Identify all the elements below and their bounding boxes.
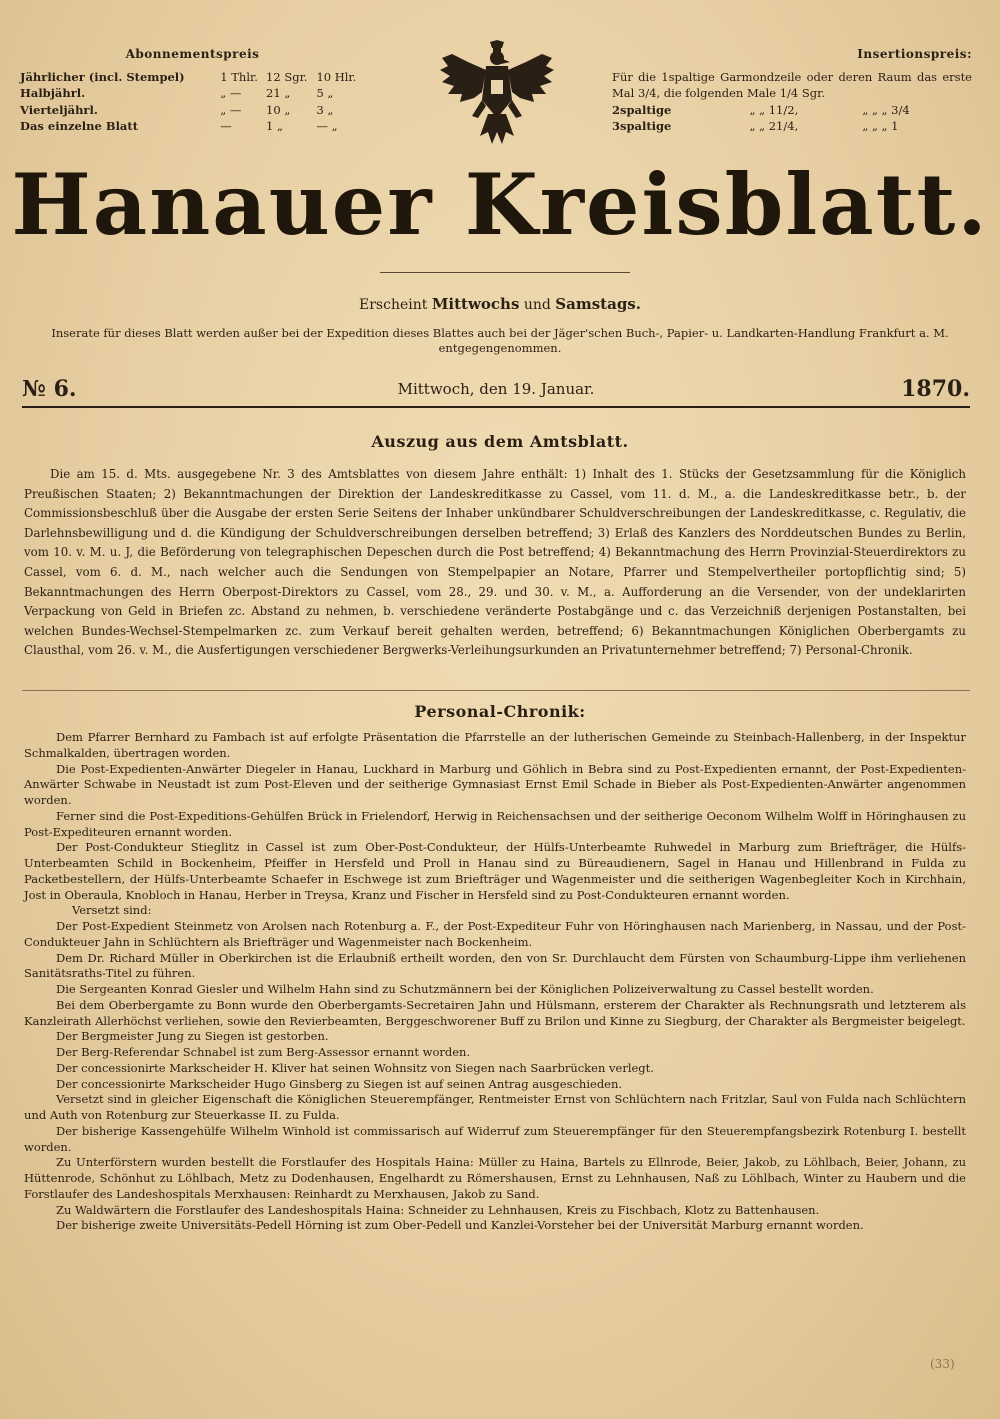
- newspaper-title: Hanauer Kreisblatt.: [11, 155, 989, 254]
- insertion-table: [612, 102, 972, 135]
- subscription-title: Abonnementspreis: [125, 47, 260, 61]
- chronik-paragraph: Der bisherige zweite Universitäts-Pedell Hörning ist zum Ober-Pedell und Kanzlei-Vorsteher bei der Universität Marburg ernannt worden.: [56, 1218, 864, 1233]
- publication-days: Erscheint Mittwochs und Samstags.: [359, 295, 641, 313]
- chronik-paragraph: Ferner sind die Post-Expeditions-Gehülfen Brück in Frielendorf, Herwig in Reichensachsen und der seitherige Oeconom Wilhelm Wolff in Höringhausen zu Post-Expediteuren ernannt worden.: [24, 808, 966, 839]
- page-number: (33): [930, 1357, 955, 1371]
- issue-year: 1870.: [901, 376, 970, 402]
- chronik-paragraph: Der concessionirte Markscheider Hugo Ginsberg zu Siegen ist auf seinen Antrag ausgeschieden.: [56, 1076, 623, 1091]
- section-divider: [22, 690, 970, 691]
- chronik-paragraph: Der Berg-Referendar Schnabel ist zum Berg-Assessor ernannt worden.: [56, 1045, 471, 1059]
- chronik-paragraph: Der Post-Expedient Steinmetz von Arolsen nach Rotenburg a. F., der Post-Expediteur Fuhr von Höringhausen nach Marienberg, in Nassau, und der Post-Condukteuer Jahn in Schlüchtern als Briefträger und Wagenmeister nach Bockenheim.: [24, 919, 966, 949]
- chronik-heading: Personal-Chronik:: [414, 702, 586, 721]
- issue-number: № 6.: [22, 376, 77, 402]
- insertion-price-box: [612, 46, 972, 135]
- subscription-row: Vierteljährl. „ — 10 „ 3 „: [20, 102, 334, 117]
- issue-dateline: [22, 372, 970, 408]
- chronik-paragraph: Bei dem Oberbergamte zu Bonn wurde den Oberbergamts-Secretairen Jahn und Hülsmann, ersterem der Charakter als Rechnungsrath und letzterem als Kanzleirath Allerhöchst verliehen, sowie den Revierbeamten, Berggeschworener Buff zu Brilon und Kinne zu Siegburg, der Charakter als Bergmeister beigelegt.: [24, 997, 966, 1028]
- prussian-eagle-icon: [438, 40, 556, 152]
- subscription-row: Das einzelne Blatt — 1 „ — „: [20, 119, 338, 133]
- chronik-paragraph: Der bisherige Kassengehülfe Wilhelm Winhold ist commissarisch auf Widerruf zum Steuerempfänger für den Steuerempfangsbezirk Rotenburg I. bestellt worden.: [24, 1123, 966, 1154]
- insertion-title: Insertionspreis:: [857, 47, 972, 61]
- auszug-heading: Auszug aus dem Amtsblatt.: [371, 432, 629, 451]
- chronik-paragraph: Zu Unterförstern wurden bestellt die Forstlaufer des Hospitals Haina: Müller zu Haina, Bartels zu Ellnrode, Beier, Jakob, zu Löhlbach, Beier, Johann, zu Hüttenrode, Schönhut zu Löhlbach, Metz zu Dodenhausen, Engelhardt zu Römershausen, Ernst zu Lehnhausen, Naß zu Löhlbach, Winter zu Haubern und die Forstlaufer des Landeshospitals Merxhausen: Reinhardt zu Merxhausen, Jakob zu Sand.: [24, 1155, 966, 1201]
- subscription-row: Jährlicher (incl. Stempel) 1 Thlr. 12 Sgr. 10 Hlr.: [20, 69, 357, 84]
- chronik-paragraph: Dem Pfarrer Bernhard zu Fambach ist auf erfolgte Präsentation die Pfarrstelle an der lutherischen Gemeinde zu Steinbach-Hallenberg, in der Inspektur Schmalkalden, übertragen worden.: [24, 730, 966, 760]
- chronik-paragraph: Die Post-Expedienten-Anwärter Diegeler in Hanau, Luckhard in Marburg und Göhlich in Bebra sind zu Post-Expedienten ernannt, der Post-Expedienten-Anwärter Schwabe in Neustadt ist zum Post-Eleven und der seitherige Gymnasiast Ernst Emil Schade in Bieber als Post-Expedienten-Anwärter angenommen worden.: [24, 761, 966, 807]
- issue-date: Mittwoch, den 19. Januar.: [397, 380, 595, 398]
- insertion-text: Für die 1spaltige Garmondzeile oder deren Raum das erste Mal 3/4, die folgenden Male 1/4 Sgr.: [612, 69, 972, 100]
- chronik-paragraph: Der Post-Condukteur Stieglitz in Cassel ist zum Ober-Post-Condukteur, der Hülfs-Unterbeamte Ruhwedel in Marburg zum Briefträger, die Hülfs-Unterbeamten Schild in Bockenheim, Pfeiffer in Hersfeld und Proll in Hanau sind zu Büreaudienern, Sagel in Hanau und Hillenbrand in Fulda zu Packetbestellern, der Hülfs-Unterbeamte Schaefer in Eschwege ist zum Briefträger und Wagenmeister und die seitherigen Wagenbegleiter Koch in Kirchhain, Jost in Oberaula, Knobloch in Hanau, Herber in Treysa, Kranz und Fischer in Hersfeld sind zu Post-Condukteuren ernannt worden.: [24, 840, 966, 902]
- chronik-paragraph: Die Sergeanten Konrad Giesler und Wilhelm Hahn sind zu Schutzmännern bei der Königlichen Polizeiverwaltung zu Cassel bestellt worden.: [56, 982, 874, 996]
- subscription-table: [20, 69, 365, 135]
- insertion-row: 3spaltige „ „ 21/4, „ „ „ 1: [612, 119, 899, 133]
- masthead-rule: [380, 272, 630, 273]
- subscription-price-box: [20, 46, 365, 135]
- chronik-paragraph: Versetzt sind in gleicher Eigenschaft die Königlichen Steuerempfänger, Rentmeister Ernst von Schlüchtern nach Fritzlar, Saul von Fulda nach Schlüchtern und Auth von Rotenburg zur Steuerkasse II. zu Fulda.: [24, 1092, 966, 1122]
- insertion-row: 2spaltige „ „ 11/2, „ „ „ 3/4: [612, 102, 910, 117]
- subscription-row: Halbjährl. „ — 21 „ 5 „: [20, 86, 334, 100]
- chronik-body: [24, 730, 966, 1234]
- chronik-paragraph: Dem Dr. Richard Müller in Oberkirchen ist die Erlaubniß ertheilt worden, den von Sr. Durchlaucht dem Fürsten von Schaumburg-Lippe ihm verliehenen Sanitätsraths-Titel zu führen.: [24, 950, 966, 981]
- auszug-body: Die am 15. d. Mts. ausgegebene Nr. 3 des Amtsblattes von diesem Jahre enthält: 1) Inhalt des 1. Stücks der Gesetzsammlung für die Königlich Preußischen Staaten; 2) Bekanntmachungen der Direktion der Landeskreditkasse zu Cassel, vom 11. d. M., a. die Landeskreditkasse betr., b. der Commissionsbeschluß über die Ausgabe der ersten Serie Seitens der Inhaber unkündbarer Schuldverschreibungen der Landeskreditkasse, c. Regulativ, die Darlehnsbewilligung und d. die Kündigung der Schuldverschreibungen derselben betreffend; 3) Erlaß des Kanzlers des Norddeutschen Bundes zu Berlin, vom 10. v. M. u. J, die Beförderung von telegraphischen Depeschen durch die Post betreffend; 4) Bekanntmachung des Herrn Provinzial-Steuerdirektors zu Cassel, vom 6. d. M., nach welcher auch die Sendungen von Stempelpapier an Notare, Pfarrer und Stempelvertheiler portopflichtig sind; 5) Bekanntmachungen des Herrn Oberpost-Direktors zu Cassel, vom 28., 29. und 30. v. M., a. Aufforderung an die Versender, von der undeklarirten Verpackung von Geld in Briefen zc. Abstand zu nehmen, b. verschiedene veränderte Postabgänge und c. das Verzeichniß derjenigen Postanstalten, bei welchen Bundes-Wechsel-Stempelmarken zc. zum Verkauf bereit gehalten werden, betreffend; 6) Bekanntmachungen Königlichen Oberbergamts zu Clausthal, vom 26. v. M., die Ausfertigungen verschiedener Bergwerks-Verleihungsurkunden an Privatunternehmer betreffend; 7) Personal-Chronik.: [24, 467, 966, 658]
- advertising-notice: Inserate für dieses Blatt werden außer bei der Expedition dieses Blattes auch bei der Jäger'schen Buch-, Papier- u. Landkarten-Handlung Frankfurt a. M. entgegengenommen.: [51, 326, 949, 355]
- chronik-paragraph: Der concessionirte Markscheider H. Kliver hat seinen Wohnsitz von Siegen nach Saarbrücken verlegt.: [56, 1060, 654, 1075]
- chronik-paragraph: Versetzt sind:: [72, 903, 152, 918]
- chronik-paragraph: Der Bergmeister Jung zu Siegen ist gestorben.: [56, 1029, 329, 1044]
- chronik-paragraph: Zu Waldwärtern die Forstlaufer des Landeshospitals Haina: Schneider zu Lehnhausen, Kreis zu Fischbach, Klotz zu Battenhausen.: [56, 1202, 820, 1217]
